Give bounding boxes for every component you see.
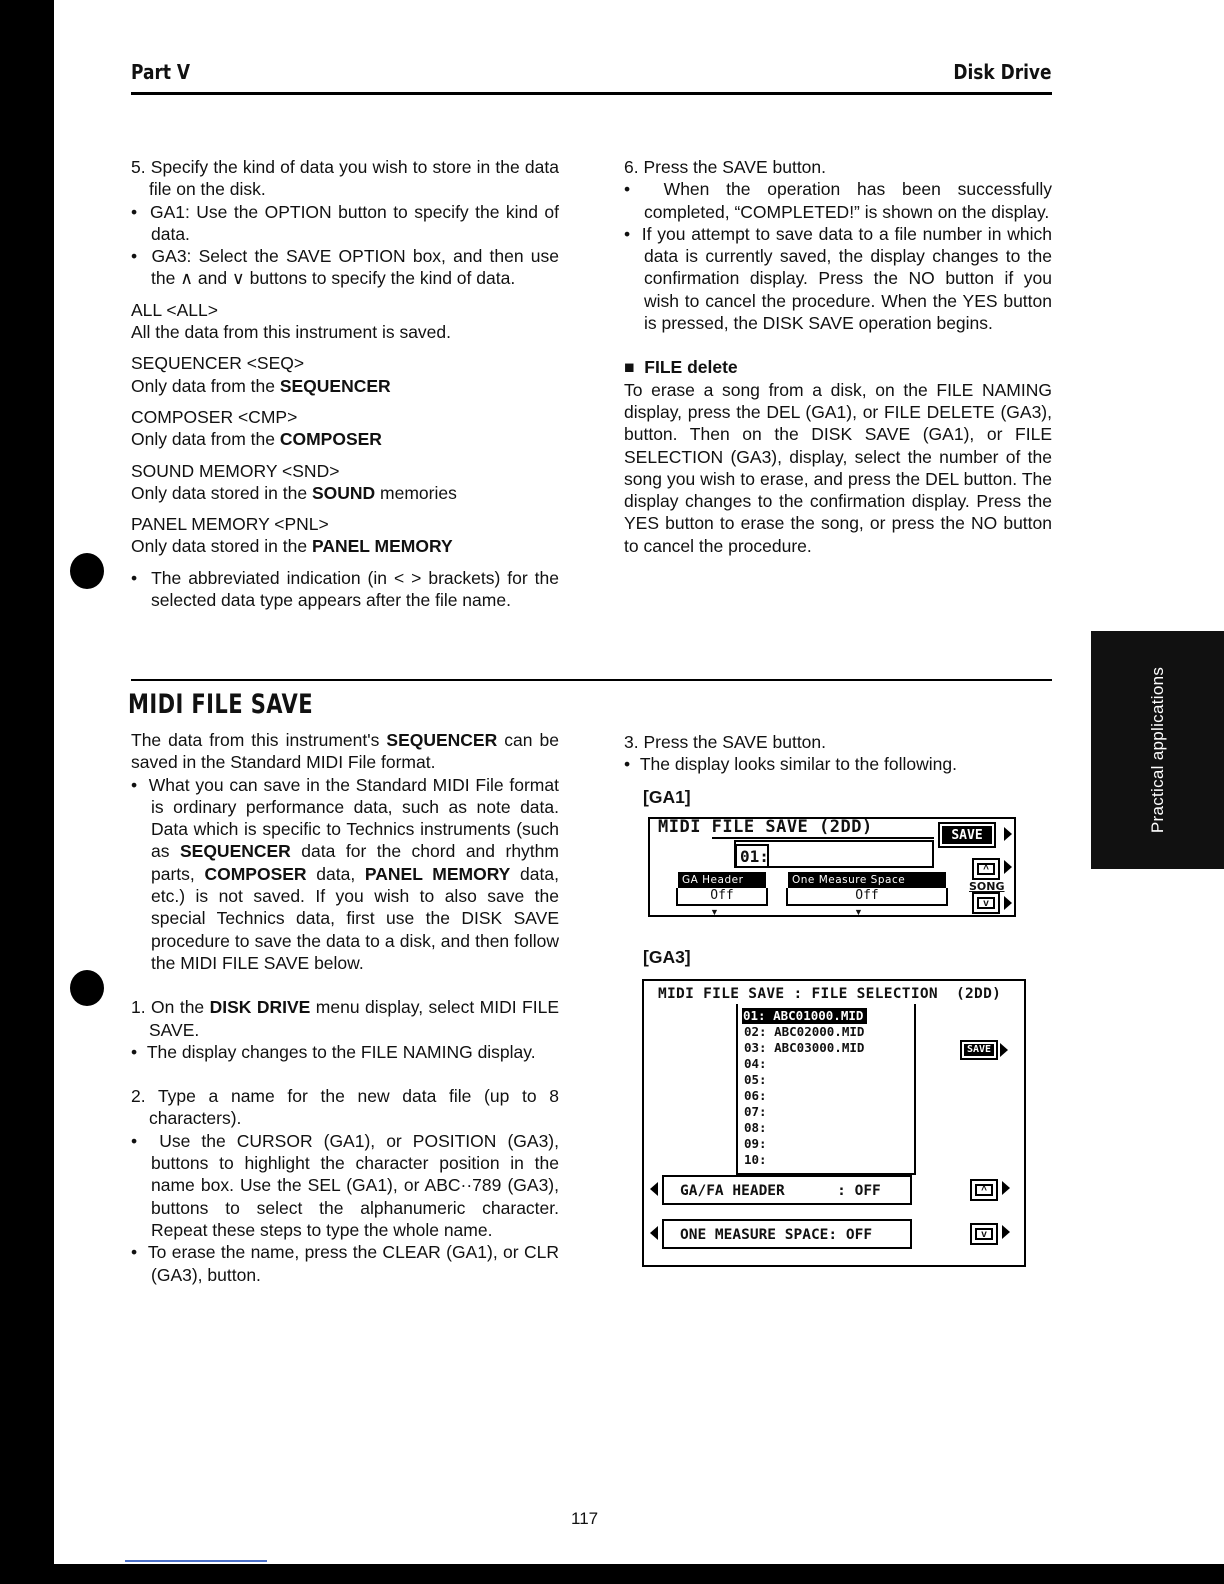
bullet-ga1: • GA1: Use the OPTION button to specify the kind of data. — [131, 201, 559, 244]
binder-hole-top — [70, 553, 104, 589]
midi-b1-bold1: SEQUENCER — [179, 841, 291, 862]
midi-step2-b2-text: To erase the name, press the CLEAR (GA1), or CLR (GA3), button. — [147, 1242, 559, 1285]
bullet-abbrev: • The abbreviated indication (in < > brackets) for the selected data type appears after the file name. — [131, 567, 559, 611]
seq-desc-bold: SEQUENCER — [279, 375, 391, 396]
file-delete-body: To erase a song from a disk, on the FILE NAMING display, press the DEL (GA1), or FILE DELETE (GA3), button. Then on the DISK SAVE (GA1), or FILE SELECTION (GA3), display, select the number of the song you wish to erase, and press the DEL button. The display changes to the confirmation display. Press the YES button to erase the song, or press the NO button to cancel the procedure. — [624, 379, 1052, 556]
all-desc: All the data from this instrument is saved. — [131, 322, 451, 343]
ga3-file-item[interactable]: 07: — [744, 1104, 767, 1119]
ga3-display — [642, 979, 1026, 1267]
ga1-title: MIDI FILE SAVE (2DD) — [658, 817, 873, 837]
snd-label: SOUND MEMORY <SND> — [131, 460, 340, 481]
midi-bullet-1: • What you can save in the Standard MIDI File format is ordinary performance data, such as note data. Data which is specific to Technics instruments (such as SEQUENCER data for the chord and rhythm parts, COMPOSER data, PANEL MEMORY data, etc.) is not saved. If you wish to also save the special Technics data, first use the DISK SAVE procedure to save the data to a disk, and then follow the MIDI FILE SAVE below. — [131, 774, 559, 973]
up-arrow-icon: ^ — [975, 1184, 993, 1196]
ga1-display — [646, 814, 1020, 920]
left-bottom-column — [131, 729, 559, 1286]
midi-b1-b: data for the chord and rhythm parts, — [151, 841, 559, 884]
midi-step1-a: 1. On the — [131, 997, 210, 1018]
midi-b1-d: data, etc.) is not saved. If you wish to also save the special Technics data, first use the DISK SAVE procedure to save the data to a disk, and then follow the MIDI FILE SAVE below. — [151, 863, 559, 973]
ga3-down-button[interactable] — [970, 1223, 998, 1245]
ga3-file-item[interactable]: 06: — [744, 1088, 767, 1103]
midi-step-2-bullet-2: • To erase the name, press the CLEAR (GA1), or CLR (GA3), button. — [131, 1242, 559, 1285]
file-delete-heading: ■ FILE delete — [624, 357, 738, 378]
midi-intro — [131, 729, 559, 774]
midi-step-2: 2. Type a name for the new data file (up to 8 characters). — [131, 1086, 559, 1129]
step-6: 6. Press the SAVE button. — [624, 157, 827, 177]
pnl-label: PANEL MEMORY <PNL> — [131, 514, 329, 535]
pnl-desc-text: Only data stored in the — [131, 536, 312, 557]
midi-step1-b: menu display, select MIDI FILE SAVE. — [149, 997, 560, 1040]
binder-hole-bottom — [70, 970, 104, 1006]
midi-step-1-bullet: • The display changes to the FILE NAMING display. — [131, 1041, 536, 1062]
cmp-desc-bold: COMPOSER — [279, 429, 382, 450]
ga1-up-arrow-pointer-icon — [1004, 860, 1012, 874]
midi-step-3: 3. Press the SAVE button. — [624, 732, 827, 752]
ga3-down-pointer-icon — [1002, 1225, 1010, 1239]
midi-b1-a: What you can save in the Standard MIDI File format is ordinary performance data, such as note data. Data which is specific to Technics instruments (such as — [148, 774, 559, 862]
ga1-down-arrow-pointer-icon — [1004, 896, 1012, 910]
ga1-opt2-label: One Measure Space — [788, 872, 946, 888]
ga3-label — [643, 946, 691, 968]
midi-step3-bullet-text: The display looks similar to the following. — [639, 754, 957, 775]
ga3-title: MIDI FILE SAVE : FILE SELECTION (2DD) — [658, 986, 1002, 1002]
ga3-file-item[interactable]: 08: — [744, 1120, 767, 1135]
ga3-save-label: SAVE — [964, 1044, 994, 1056]
page-border-bottom — [0, 1564, 1224, 1584]
snd-desc-text: Only data stored in the — [131, 482, 312, 503]
ga1-opt2-indicator-icon: ▼ — [854, 907, 863, 917]
midi-intro-a: The data from this instrument's — [131, 730, 387, 750]
side-tab — [1091, 631, 1224, 869]
ga1-save-label: SAVE — [942, 826, 992, 844]
midi-step2-b1-text: Use the CURSOR (GA1), or POSITION (GA3), buttons to highlight the character position in the name box. Use the SEL (GA1), or ABC··789 (GA3), buttons to select the alphanumeric character. Repeat these steps to type the whole name. — [151, 1130, 559, 1240]
ga3-option-one-measure-space[interactable] — [662, 1219, 912, 1249]
part-label: Part V — [131, 60, 191, 84]
ga1-opt2-value[interactable]: Off — [786, 888, 948, 906]
ga1-opt1-value[interactable]: Off — [676, 888, 768, 906]
ga1-file-number: 01: — [740, 847, 769, 866]
ga1-opt1-indicator-icon: ▼ — [710, 907, 719, 917]
midi-intro-bold: SEQUENCER — [386, 730, 498, 750]
ga3-option-gafa-header[interactable] — [662, 1175, 912, 1205]
section-rule — [131, 679, 1052, 681]
midi-step-1 — [131, 996, 559, 1041]
seq-label: SEQUENCER <SEQ> — [131, 353, 305, 374]
ga1-down-button[interactable] — [972, 892, 1000, 914]
bullet-completed-text: When the operation has been successfully completed, “COMPLETED!” is shown on the display. — [644, 179, 1053, 222]
bullet-overwrite-text: If you attempt to save data to a file number in which data is currently saved, the display changes to the confirmation display. Press the NO button if you wish to cancel the procedure. When the YES button is pressed, the DISK SAVE operation begins. — [641, 223, 1052, 334]
ga3-option1-left-arrow-icon — [650, 1182, 658, 1196]
ga1-opt1-label: GA Header — [678, 872, 766, 888]
ga1-up-button[interactable] — [972, 858, 1000, 880]
midi-b1-c: data, — [306, 863, 365, 884]
midi-intro-b: can be saved in the Standard MIDI File format. — [131, 730, 559, 773]
ga3-save-arrow-icon — [1000, 1043, 1008, 1057]
ga3-label-text: [GA3] — [643, 947, 691, 967]
bullet-ga1-text: GA1: Use the OPTION button to specify the kind of data. — [149, 201, 559, 244]
ga3-option2-left-arrow-icon — [650, 1226, 658, 1240]
seq-desc — [131, 375, 559, 397]
ga3-file-item[interactable]: 05: — [744, 1072, 767, 1087]
seq-desc-text: Only data from the — [131, 375, 280, 396]
right-top-column — [624, 156, 1052, 557]
ga3-option2-label: ONE MEASURE SPACE: OFF — [680, 1227, 873, 1243]
all-label: ALL <ALL> — [131, 299, 218, 320]
ga1-song-label: SONG — [969, 880, 1005, 893]
bullet-abbrev-text: The abbreviated indication (in < > brackets) for the selected data type appears after the file name. — [151, 567, 559, 611]
ga3-up-button[interactable] — [970, 1179, 998, 1201]
section-label: Disk Drive — [953, 60, 1052, 84]
midi-section-title: MIDI FILE SAVE — [128, 689, 313, 720]
cmp-label: COMPOSER <CMP> — [131, 406, 298, 427]
ga3-file-item[interactable]: 03: ABC03000.MID — [744, 1040, 865, 1055]
ga1-save-button[interactable] — [938, 822, 996, 848]
ga3-file-item-selected[interactable]: 01: ABC01000.MID — [742, 1008, 867, 1024]
snd-desc-tail: memories — [375, 482, 457, 503]
bullet-overwrite: • If you attempt to save data to a file number in which data is currently saved, the display changes to the confirmation display. Press the NO button if you wish to cancel the procedure. When the YES button is pressed, the DISK SAVE operation begins. — [624, 223, 1052, 334]
bullet-ga3-text: GA3: Select the SAVE OPTION box, and then use the ∧ and ∨ buttons to specify the kind of data. — [151, 246, 559, 289]
ga3-file-item[interactable]: 10: — [744, 1152, 767, 1167]
ga3-up-pointer-icon — [1002, 1181, 1010, 1195]
midi-step1-bold: DISK DRIVE — [209, 997, 311, 1018]
ga1-title-underline — [712, 837, 934, 839]
midi-step1-bullet-text: The display changes to the FILE NAMING display. — [146, 1041, 536, 1062]
side-tab-label: Practical applications — [1147, 666, 1167, 834]
down-arrow-icon: v — [975, 1228, 993, 1240]
page-number: 117 — [571, 1509, 599, 1528]
snd-desc — [131, 482, 559, 504]
ga1-save-arrow-icon — [1004, 827, 1012, 841]
down-arrow-icon: v — [977, 897, 995, 909]
midi-b1-bold3: PANEL MEMORY — [364, 863, 511, 884]
midi-b1-bold2: COMPOSER — [204, 863, 307, 884]
header-rule — [131, 92, 1052, 95]
file-delete-heading-text: FILE delete — [644, 357, 738, 378]
bullet-ga3: • GA3: Select the SAVE OPTION box, and then use the ∧ and ∨ buttons to specify the kind of data. — [131, 246, 559, 289]
ga3-file-item[interactable]: 02: ABC02000.MID — [744, 1024, 865, 1039]
snd-desc-bold: SOUND — [311, 482, 376, 503]
scan-mark — [125, 1560, 267, 1562]
left-top-column — [131, 156, 559, 611]
ga1-label-text: [GA1] — [643, 787, 691, 807]
ga3-save-button[interactable] — [960, 1040, 998, 1060]
ga3-option1-label: GA/FA HEADER : OFF — [680, 1183, 881, 1199]
pnl-desc — [131, 535, 559, 557]
ga1-label — [643, 786, 691, 808]
cmp-desc — [131, 428, 559, 450]
bullet-completed: • When the operation has been successfully completed, “COMPLETED!” is shown on the display. — [624, 179, 1053, 222]
ga3-file-item[interactable]: 04: — [744, 1056, 767, 1071]
page-border-left — [0, 0, 54, 1584]
right-bottom-column — [624, 731, 1052, 776]
ga3-file-item[interactable]: 09: — [744, 1136, 767, 1151]
midi-step-3-bullet: • The display looks similar to the following. — [624, 754, 957, 775]
step-5: 5. Specify the kind of data you wish to store in the data file on the disk. — [131, 157, 559, 200]
cmp-desc-text: Only data from the — [131, 429, 280, 450]
midi-step-2-bullet-1: • Use the CURSOR (GA1), or POSITION (GA3), buttons to highlight the character position in the name box. Use the SEL (GA1), or ABC··789 (GA3), buttons to select the alphanumeric character. Repeat these steps to type the whole name. — [131, 1130, 559, 1240]
up-arrow-icon: ^ — [977, 863, 995, 875]
pnl-desc-bold: PANEL MEMORY — [311, 536, 453, 557]
